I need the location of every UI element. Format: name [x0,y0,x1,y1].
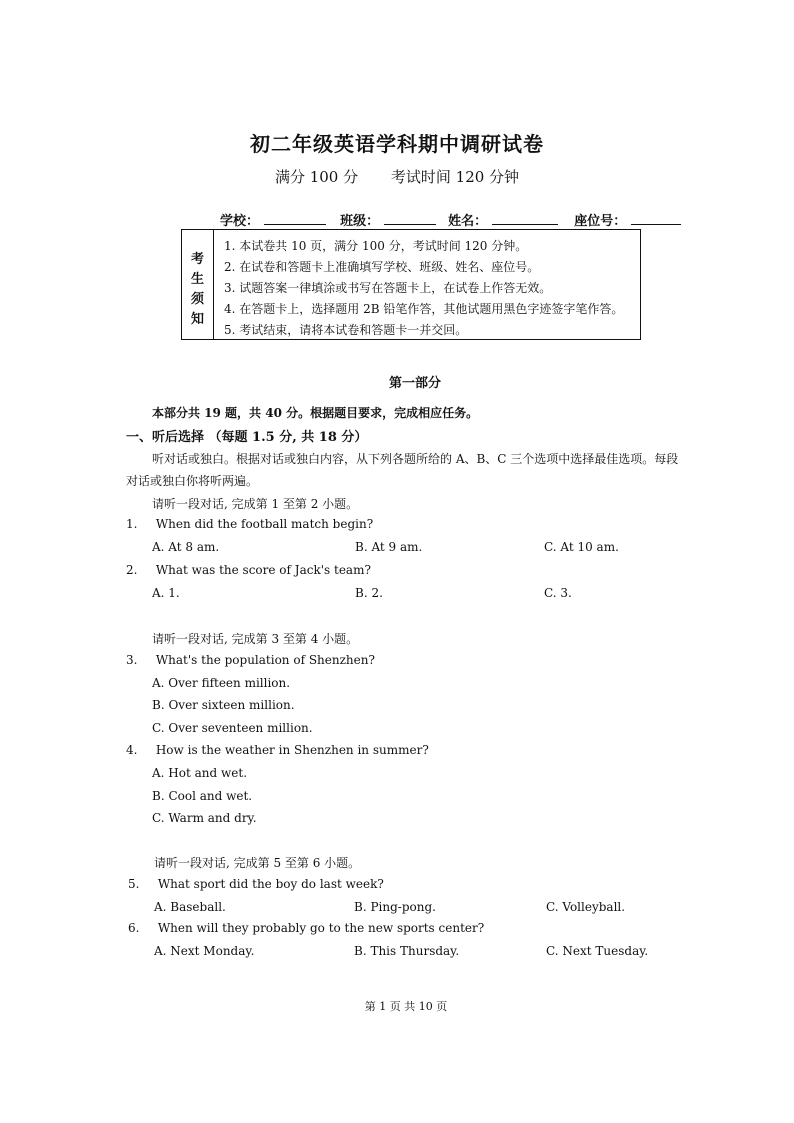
question-6 [128,921,484,935]
question-text: What was the score of Jack's team? [155,563,371,577]
question-text: When will they probably go to the new sports center? [157,921,485,935]
name-label: 姓名： [448,214,488,229]
section-heading: 一、听后选择 （每题 1.5 分, 共 18 分） [126,430,368,445]
option-c[interactable]: C. Next Tuesday. [546,944,649,958]
notice-item: 2. 在试卷和答题卡上准确填写学校、班级、姓名、座位号。 [224,260,540,274]
option-a[interactable]: A. 1. [152,586,180,600]
part-summary: 本部分共 19 题，共 40 分。根据题目要求，完成相应任务。 [152,406,479,420]
question-2 [126,563,371,577]
group-prompt: 请听一段对话, 完成第 3 至第 4 小题。 [152,632,359,646]
seat-blank[interactable] [631,212,681,225]
notice-item: 4. 在答题卡上，选择题用 2B 铅笔作答，其他试题用黑色字迹签字笔作答。 [224,302,624,316]
notice-item: 1. 本试卷共 10 页，满分 100 分，考试时间 120 分钟。 [224,239,528,253]
notice-item: 5. 考试结束，请将本试卷和答题卡一并交回。 [224,323,468,337]
class-label: 班级： [340,214,380,229]
notice-label-char: 须 [190,292,204,307]
notice-label-column [182,230,214,339]
question-text: How is the weather in Shenzhen in summer? [155,743,429,757]
exam-subtitle [0,166,794,187]
section-instruction: 听对话或独白。根据对话或独白内容，从下列各题所给的 A、B、C 三个选项中选择最佳选项。每段 [152,452,679,466]
question-1 [126,517,373,531]
question-text: When did the football match begin? [155,517,374,531]
full-score-text: 满分 100 分 [274,168,359,186]
option-b[interactable]: B. Cool and wet. [152,789,253,803]
option-c[interactable]: C. Volleyball. [546,900,626,914]
option-a[interactable]: A. Hot and wet. [152,766,248,780]
option-b[interactable]: B. Ping-pong. [354,900,436,914]
question-text: What sport did the boy do last week? [157,877,384,891]
option-b[interactable]: B. This Thursday. [354,944,460,958]
school-blank[interactable] [264,212,326,225]
notice-label-char: 考 [190,252,204,267]
name-blank[interactable] [492,212,558,225]
question-number: 3. [126,653,138,667]
page-footer: 第 1 页 共 10 页 [364,1000,448,1013]
option-b[interactable]: B. Over sixteen million. [152,698,295,712]
class-blank[interactable] [384,212,436,225]
notice-item: 3. 试题答案一律填涂或书写在答题卡上，在试卷上作答无效。 [224,281,552,295]
question-number: 1. [126,517,138,531]
option-a[interactable]: A. At 8 am. [152,540,220,554]
question-number: 5. [128,877,140,891]
question-number: 2. [126,563,138,577]
seat-label: 座位号： [574,214,627,229]
school-label: 学校： [220,214,260,229]
question-4 [126,743,429,757]
option-b[interactable]: B. 2. [355,586,383,600]
section-instruction: 对话或独白你将听两遍。 [126,474,259,488]
notice-label-char: 知 [190,312,204,327]
option-c[interactable]: C. 3. [544,586,572,600]
option-c[interactable]: C. Over seventeen million. [152,721,313,735]
notice-label-char: 生 [190,272,204,287]
exam-title: 初二年级英语学科期中调研试卷 [250,132,544,156]
option-c[interactable]: C. Warm and dry. [152,811,257,825]
notice-list [224,236,623,341]
option-a[interactable]: A. Baseball. [154,900,226,914]
question-number: 6. [128,921,140,935]
option-c[interactable]: C. At 10 am. [544,540,619,554]
group-prompt: 请听一段对话, 完成第 1 至第 2 小题。 [152,497,359,511]
part-title: 第一部分 [388,376,441,391]
option-b[interactable]: B. At 9 am. [355,540,423,554]
question-text: What's the population of Shenzhen? [155,653,375,667]
question-5 [128,877,384,891]
question-number: 4. [126,743,138,757]
option-a[interactable]: A. Next Monday. [154,944,255,958]
question-3 [126,653,375,667]
exam-time-text: 考试时间 120 分钟 [390,168,520,186]
student-info-row [220,210,681,229]
option-a[interactable]: A. Over fifteen million. [152,676,291,690]
group-prompt: 请听一段对话, 完成第 5 至第 6 小题。 [154,856,361,870]
candidate-notice-box [181,229,641,340]
